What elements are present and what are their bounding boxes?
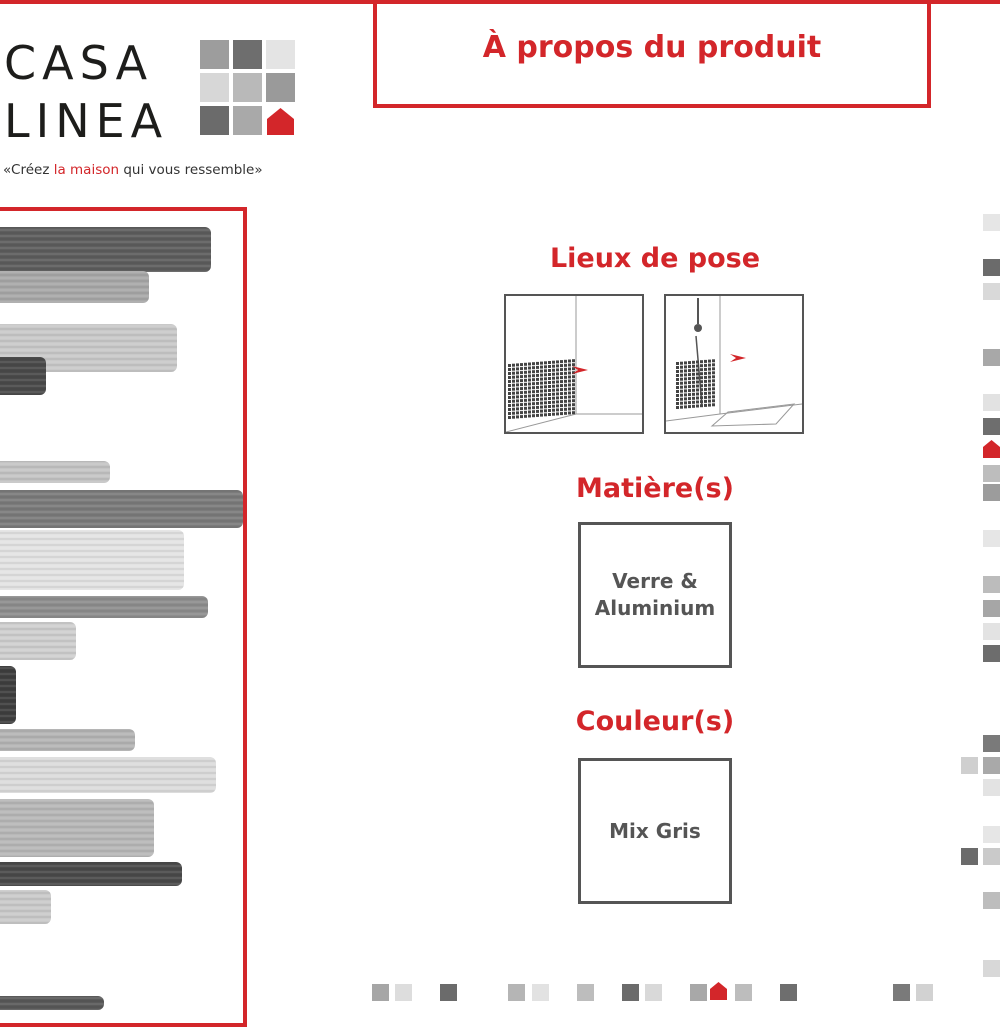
- house-icon: [266, 106, 295, 135]
- decor-square: [983, 645, 1000, 662]
- brand-name-line-2: LINEA: [4, 94, 169, 148]
- material-value-box: [578, 522, 732, 668]
- decor-square: [983, 530, 1000, 547]
- decor-square: [983, 418, 1000, 435]
- decor-square: [983, 283, 1000, 300]
- decor-square: [983, 214, 1000, 231]
- logo-tile-grid-icon: [200, 40, 296, 136]
- decor-square: [983, 259, 1000, 276]
- decor-square: [983, 576, 1000, 593]
- decor-square: [645, 984, 662, 1001]
- decor-square: [622, 984, 639, 1001]
- brand-tagline: «Créez la maison qui vous ressemble»: [3, 162, 263, 178]
- mosaic-strip-photo: [0, 211, 247, 1027]
- section-heading-lieux-de-pose: Lieux de pose: [549, 243, 761, 274]
- decor-square: [735, 984, 752, 1001]
- decor-square: [983, 735, 1000, 752]
- header-title-box: [373, 0, 931, 108]
- decor-square: [983, 394, 1000, 411]
- decor-square: [577, 984, 594, 1001]
- decor-square: [780, 984, 797, 1001]
- decor-square: [983, 623, 1000, 640]
- decor-square: [983, 779, 1000, 796]
- decor-square: [983, 960, 1000, 977]
- decor-square: [983, 600, 1000, 617]
- shower-wall-icon: [664, 294, 804, 434]
- material-value: Verre & Aluminium: [594, 569, 716, 620]
- kitchen-wall-icon: [504, 294, 644, 434]
- section-heading-matieres: Matière(s): [576, 473, 734, 504]
- decor-square: [916, 984, 933, 1001]
- page-title: À propos du produit: [482, 30, 822, 65]
- red-house-icon: [983, 440, 1000, 462]
- color-value: Mix Gris: [609, 818, 701, 843]
- decor-square: [440, 984, 457, 1001]
- arrow-icon: [730, 354, 746, 362]
- decor-square: [372, 984, 389, 1001]
- decor-square: [983, 892, 1000, 909]
- decor-square: [508, 984, 525, 1001]
- brand-name-line-1: CASA: [4, 36, 154, 90]
- decor-square: [983, 349, 1000, 366]
- brand-logo: [0, 30, 310, 190]
- decor-square: [983, 465, 1000, 482]
- product-photo-frame: [0, 207, 247, 1027]
- section-heading-couleurs: Couleur(s): [575, 706, 735, 737]
- decor-square: [690, 984, 707, 1001]
- decor-square: [983, 757, 1000, 774]
- decor-square: [893, 984, 910, 1001]
- decor-square: [983, 848, 1000, 865]
- decor-square: [961, 848, 978, 865]
- decor-square: [983, 484, 1000, 501]
- red-house-icon: [710, 982, 727, 1004]
- decor-square: [983, 826, 1000, 843]
- decor-square: [961, 757, 978, 774]
- color-value-box: [578, 758, 732, 904]
- decor-square: [395, 984, 412, 1001]
- decor-square: [532, 984, 549, 1001]
